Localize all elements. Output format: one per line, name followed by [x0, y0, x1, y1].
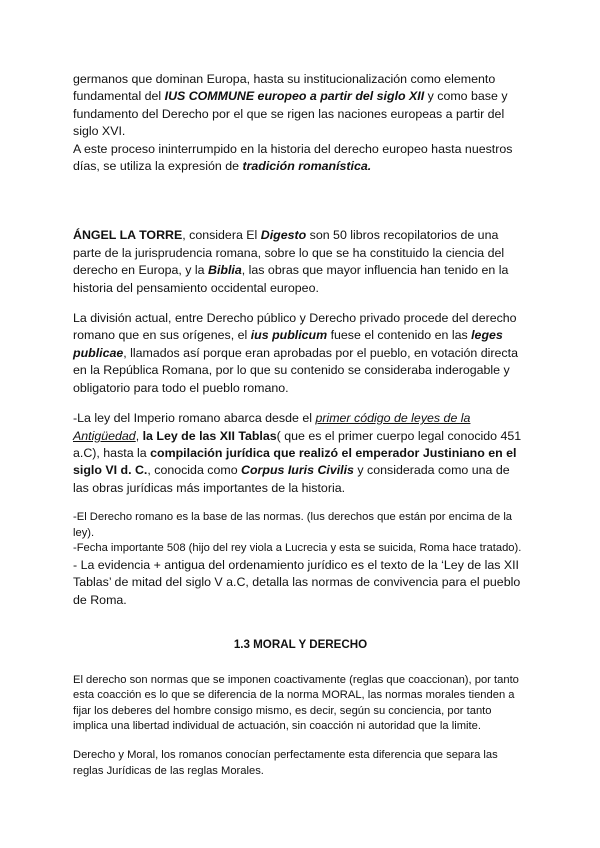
text: ( que es el primer cuerpo legal conocido 451 a.C), hasta la: [73, 428, 522, 460]
emphasis-leges-publicae: leges publicae: [73, 328, 503, 360]
text: A este proceso ininterrumpido en la historia del derecho europeo hasta nuestros días, se utiliza la expresión de: [73, 141, 513, 174]
paragraph-division: [73, 310, 528, 397]
note-item: -Fecha importante 508 (hijo del rey viola a Lucrecia y esta se suicida, Roma hace tratado).: [73, 542, 522, 555]
emphasis-ius-publicum: ius publicum: [250, 328, 328, 343]
note-item: -El Derecho romano es la base de las normas. (lus derechos que están por encima de la ley).: [73, 511, 513, 539]
text: germanos que dominan Europa, hasta su institucionalización como elemento fundamental del: [73, 72, 496, 104]
underlined-primer-codigo: primer código de leyes de la Antigüedad: [73, 411, 471, 443]
text: , considera El: [182, 228, 261, 243]
paragraph-tradicion: [73, 141, 528, 176]
text: , conocida como: [147, 463, 242, 478]
emphasis-ley-xii-tablas: la Ley de las XII Tablas: [142, 428, 277, 443]
text: -La ley del Imperio romano abarca desde el: [73, 411, 316, 426]
author-name: ÁNGEL LA TORRE: [73, 228, 183, 243]
text: La división actual, entre Derecho público y Derecho privado procede del derecho romano que en sus orígenes, el: [73, 311, 517, 343]
text: y como base y fundamento del Derecho por el que se rigen las naciones europeas a partir del siglo XVI.: [73, 89, 508, 139]
text: son 50 libros recopilatorios de una parte de la jurisprudencia romana, sobre lo que se ha constituido la ciencia del derecho en Europa, y la: [73, 228, 505, 278]
emphasis-biblia: Biblia: [208, 263, 242, 278]
paragraph-moral: El derecho son normas que se imponen coactivamente (reglas que coaccionan), por tanto esta coacción es lo que se diferencia de la norma MORAL, las normas morales tienden a fijar los deberes del hombre consigo mismo, es decir, según su conciencia, por tanto implica una libertad individual de actuación, sin coacción ni autoridad que la limite.: [73, 673, 519, 733]
emphasis-digesto: Digesto: [260, 228, 307, 243]
paragraph-ius-commune: [73, 71, 528, 141]
section-title: 1.3 MORAL Y DERECHO: [233, 638, 368, 652]
text: ,: [135, 428, 143, 443]
document-page: [73, 71, 528, 779]
paragraph-ley-imperio: [73, 410, 528, 497]
emphasis-ius-commune: IUS COMMUNE europeo a partir del siglo XII: [164, 89, 425, 104]
text: y considerada como una de las obras jurídicas más importantes de la historia.: [73, 463, 510, 495]
emphasis-justiniano: compilación jurídica que realizó el emperador Justiniano en el siglo VI d. C.: [73, 445, 517, 478]
text: fuese el contenido en las: [327, 328, 472, 343]
emphasis-corpus-iuris: Corpus Iuris Civilis: [241, 463, 354, 478]
paragraph-angel-la-torre: [73, 227, 528, 297]
note-item: - La evidencia + antigua del ordenamiento jurídico es el texto de la ‘Ley de las XII Tablas’ de mitad del siglo V a.C, detalla las normas de convivencia para el pueblo de Roma.: [73, 557, 521, 607]
paragraph-derecho-moral: Derecho y Moral, los romanos conocían perfectamente esta diferencia que separa las reglas Jurídicas de las reglas Morales.: [73, 748, 498, 777]
notes-list: [73, 510, 528, 609]
text: , llamados así porque eran aprobadas por el pueblo, en votación directa en la República Romana, por lo que su contenido se consideraba inderogable y obligatorio para todo el pueblo romano.: [73, 345, 518, 395]
emphasis-tradicion: tradición romanística.: [242, 159, 372, 174]
text: , las obras que mayor influencia han tenido en la historia del pensamiento occidental europeo.: [73, 263, 509, 295]
